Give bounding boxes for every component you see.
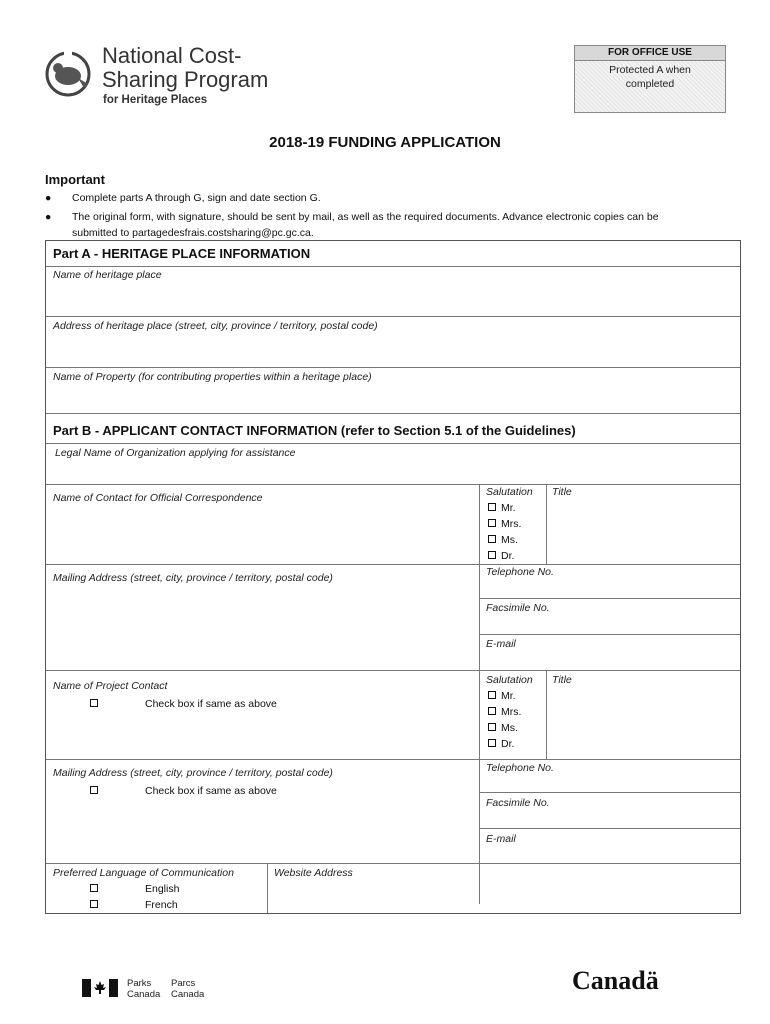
checkbox-icon [90, 699, 98, 707]
checkbox-icon [488, 551, 496, 559]
office-use-text-line1: Protected A when [609, 64, 691, 76]
bullet-icon: ● [45, 211, 52, 223]
divider [46, 564, 740, 565]
column-divider [479, 484, 480, 904]
same-as-above-label: Check box if same as above [145, 785, 277, 797]
language-french-checkbox[interactable] [90, 898, 178, 914]
office-use-text [575, 63, 725, 91]
language-english-checkbox[interactable] [90, 882, 179, 898]
column-divider [267, 863, 268, 913]
divider [46, 443, 740, 444]
checkbox-icon [90, 786, 98, 794]
mailing-address-field[interactable]: Mailing Address (street, city, province / territory, postal code) [53, 572, 333, 584]
canada-wordmark: Canadä [572, 966, 659, 995]
salutation-mr-checkbox[interactable] [488, 501, 516, 517]
salutation-ms-label: Ms. [501, 534, 518, 546]
parks-en-line1: Parks [127, 978, 152, 989]
bullet-text: submitted to partagedesfrais.costsharing@pc.gc.ca. [72, 227, 314, 239]
divider [46, 413, 740, 414]
parks-canada-fr [171, 978, 204, 1000]
salutation-dr-label: Dr. [501, 738, 515, 750]
salutation-mrs-checkbox[interactable] [488, 517, 521, 533]
divider [46, 367, 740, 368]
divider [46, 670, 740, 671]
salutation-label: Salutation [486, 486, 533, 498]
checkbox-icon [488, 723, 496, 731]
project-telephone-field[interactable]: Telephone No. [486, 762, 554, 774]
column-divider [546, 484, 547, 564]
official-contact-field[interactable]: Name of Contact for Official Correspondence [53, 492, 263, 504]
salutation-mrs-checkbox[interactable] [488, 705, 521, 721]
telephone-field[interactable]: Telephone No. [486, 566, 554, 578]
salutation-mr-label: Mr. [501, 690, 516, 702]
part-a-heading: Part A - HERITAGE PLACE INFORMATION [53, 246, 311, 261]
salutation-dr-label: Dr. [501, 550, 515, 562]
part-b-heading: Part B - APPLICANT CONTACT INFORMATION (refer to Section 5.1 of the Guidelines) [53, 423, 576, 438]
salutation-dr-checkbox[interactable] [488, 737, 514, 753]
bullet-icon: ● [45, 192, 52, 204]
divider [46, 316, 740, 317]
checkbox-icon [488, 691, 496, 699]
fax-field[interactable]: Facsimile No. [486, 602, 550, 614]
checkbox-icon [488, 707, 496, 715]
project-mailing-address-field[interactable]: Mailing Address (street, city, province / territory, postal code) [53, 767, 333, 779]
legal-name-field[interactable]: Legal Name of Organization applying for assistance [55, 447, 296, 459]
checkbox-icon [488, 739, 496, 747]
program-title [102, 44, 268, 92]
canada-flag-icon [82, 979, 118, 997]
project-same-as-above-checkbox[interactable] [90, 697, 277, 713]
salutation-mr-checkbox[interactable] [488, 689, 516, 705]
application-form [45, 240, 741, 914]
divider [479, 828, 740, 829]
important-heading: Important [45, 172, 105, 187]
program-title-line2: Sharing Program [102, 67, 269, 92]
program-subtitle: for Heritage Places [103, 94, 208, 106]
office-use-text-line2: completed [625, 78, 675, 90]
salutation-ms-label: Ms. [501, 722, 518, 734]
heritage-place-address-field[interactable]: Address of heritage place (street, city, province / territory, postal code) [53, 320, 378, 332]
divider [46, 484, 740, 485]
salutation-mrs-label: Mrs. [501, 706, 522, 718]
same-as-above-label: Check box if same as above [145, 698, 277, 710]
checkbox-icon [488, 503, 496, 511]
title-field[interactable]: Title [552, 674, 572, 686]
divider [46, 266, 740, 267]
checkbox-icon [90, 900, 98, 908]
document-title: 2018-19 FUNDING APPLICATION [269, 134, 501, 151]
checkbox-icon [488, 519, 496, 527]
bullet-text: The original form, with signature, should be sent by mail, as well as the required documents. Advance electronic copies can be [72, 211, 659, 223]
title-field[interactable]: Title [552, 486, 572, 498]
parks-fr-line1: Parcs [171, 978, 196, 989]
beaver-logo-icon [44, 48, 96, 100]
bullet-text: Complete parts A through G, sign and date section G. [72, 192, 321, 204]
divider [479, 598, 740, 599]
heritage-place-name-field[interactable]: Name of heritage place [53, 269, 162, 281]
program-title-line1: National Cost- [102, 43, 242, 68]
salutation-mr-label: Mr. [501, 502, 516, 514]
divider [479, 792, 740, 793]
language-french-label: French [145, 899, 178, 911]
project-email-field[interactable]: E-mail [486, 833, 516, 845]
preferred-language-label: Preferred Language of Communication [53, 867, 234, 879]
office-use-title: FOR OFFICE USE [575, 46, 725, 61]
salutation-mrs-label: Mrs. [501, 518, 522, 530]
email-field[interactable]: E-mail [486, 638, 516, 650]
divider [46, 863, 740, 864]
project-fax-field[interactable]: Facsimile No. [486, 797, 550, 809]
salutation-dr-checkbox[interactable] [488, 549, 514, 565]
checkbox-icon [488, 535, 496, 543]
salutation-ms-checkbox[interactable] [488, 721, 518, 737]
parks-canada-en [127, 978, 160, 1000]
property-name-field[interactable]: Name of Property (for contributing properties within a heritage place) [53, 371, 372, 383]
salutation-label: Salutation [486, 674, 533, 686]
website-field[interactable]: Website Address [274, 867, 353, 879]
mailing-same-as-above-checkbox[interactable] [90, 784, 277, 800]
divider [479, 634, 740, 635]
column-divider [546, 670, 547, 759]
parks-fr-line2: Canada [171, 989, 205, 1000]
checkbox-icon [90, 884, 98, 892]
language-english-label: English [145, 883, 180, 895]
project-contact-field[interactable]: Name of Project Contact [53, 680, 168, 692]
divider [46, 759, 740, 760]
office-use-box [574, 45, 726, 113]
parks-en-line2: Canada [127, 989, 161, 1000]
salutation-ms-checkbox[interactable] [488, 533, 518, 549]
